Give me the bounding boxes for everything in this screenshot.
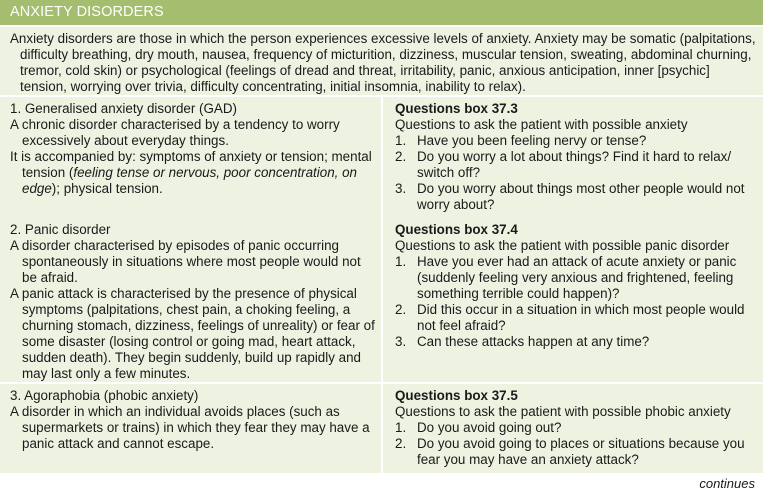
gad-desc-2-a: It is accompanied by: symptoms of anxiety or tension; mental tension (	[10, 149, 372, 180]
question-item	[395, 334, 759, 350]
gad-title: 1. Generalised anxiety disorder (GAD)	[10, 101, 237, 116]
panic-description-cell	[0, 218, 381, 382]
question-text: Have you been feeling nervy or tense?	[417, 133, 647, 148]
agoraphobia-description-cell	[0, 384, 381, 452]
gad-desc-1: A chronic disorder characterised by a tendency to worry excessively about everyday things.	[10, 117, 340, 148]
agoraphobia-desc-1: A disorder in which an individual avoids places (such as supermarkets or trains) in which they fear they may have a panic attack and cannot escape.	[10, 404, 370, 451]
question-text: Do you avoid going to places or situations because you fear you may have an anxiety attack?	[417, 436, 745, 467]
questions-box-title: Questions box 37.3	[395, 101, 518, 116]
question-number: 3.	[395, 181, 407, 196]
question-text: Do you worry a lot about things? Find it hard to relax/ switch off?	[417, 149, 732, 180]
gad-desc-2-b: ); physical tension.	[51, 181, 163, 196]
gad-description-cell	[0, 97, 381, 197]
questions-box-intro: Questions to ask the patient with possible panic disorder	[395, 238, 730, 253]
questions-box-37-5	[383, 384, 763, 468]
question-item	[395, 420, 759, 436]
question-item	[395, 149, 759, 181]
question-number: 2.	[395, 436, 407, 451]
question-text: Have you ever had an attack of acute anxiety or panic (suddenly feeling very anxious and frightened, feeling something terrible could happen)?	[417, 254, 737, 301]
question-text: Do you avoid going out?	[417, 420, 562, 435]
questions-box-intro: Questions to ask the patient with possible phobic anxiety	[395, 404, 731, 419]
questions-box-37-4	[383, 218, 763, 350]
question-item	[395, 181, 759, 213]
question-number: 2.	[395, 149, 407, 164]
question-item	[395, 302, 759, 334]
question-text: Did this occur in a situation in which most people would not feel afraid?	[417, 302, 745, 333]
continues-label: continues	[699, 476, 755, 491]
question-item	[395, 133, 759, 149]
gad-desc-2	[10, 149, 375, 197]
questions-box-title: Questions box 37.4	[395, 222, 518, 237]
questions-box-37-3	[383, 97, 763, 213]
question-number: 1.	[395, 133, 407, 148]
question-list	[395, 133, 759, 213]
question-item	[395, 254, 759, 302]
panic-title: 2. Panic disorder	[10, 222, 111, 237]
question-item	[395, 436, 759, 468]
row-panic	[0, 218, 763, 382]
table-header-title: ANXIETY DISORDERS	[0, 0, 763, 25]
question-number: 2.	[395, 302, 407, 317]
row-agoraphobia	[0, 384, 763, 473]
panic-desc-1: A disorder characterised by episodes of panic occurring spontaneously in situations where most people would not be afraid.	[10, 238, 361, 285]
agoraphobia-title: 3. Agoraphobia (phobic anxiety)	[10, 388, 199, 403]
question-list	[395, 420, 759, 468]
question-number: 1.	[395, 420, 407, 435]
questions-box-title: Questions box 37.5	[395, 388, 518, 403]
questions-box-intro: Questions to ask the patient with possible anxiety	[395, 117, 688, 132]
intro-text: Anxiety disorders are those in which the person experiences excessive levels of anxiety. Anxiety may be somatic (palpitations, difficulty breathing, dry mouth, nausea, frequency of micturition, dizziness, muscular tension, sweating, abdominal churning, tremor, cold skin) or psychological (feelings of dread and threat, irritability, panic, anxious anticipation, inner [psychic] tension, worrying over trivia, difficulty concentrating, initial insomnia, inability to relax).	[10, 31, 756, 94]
question-number: 3.	[395, 334, 407, 349]
question-list	[395, 254, 759, 350]
question-text: Can these attacks happen at any time?	[417, 334, 650, 349]
question-text: Do you worry about things most other people would not worry about?	[417, 181, 745, 212]
question-number: 1.	[395, 254, 407, 269]
intro-panel	[0, 27, 763, 95]
gad-desc-2-italic: feeling tense or nervous, poor concentration, on edge	[22, 165, 357, 196]
panic-desc-2: A panic attack is characterised by the presence of physical symptoms (palpitations, chest pain, a choking feeling, a churning stomach, dizziness, feelings of unreality) or fear of some disaster (losing control or going mad, heart attack, sudden death). They begin suddenly, build up rapidly and may last only a few minutes.	[10, 286, 375, 381]
